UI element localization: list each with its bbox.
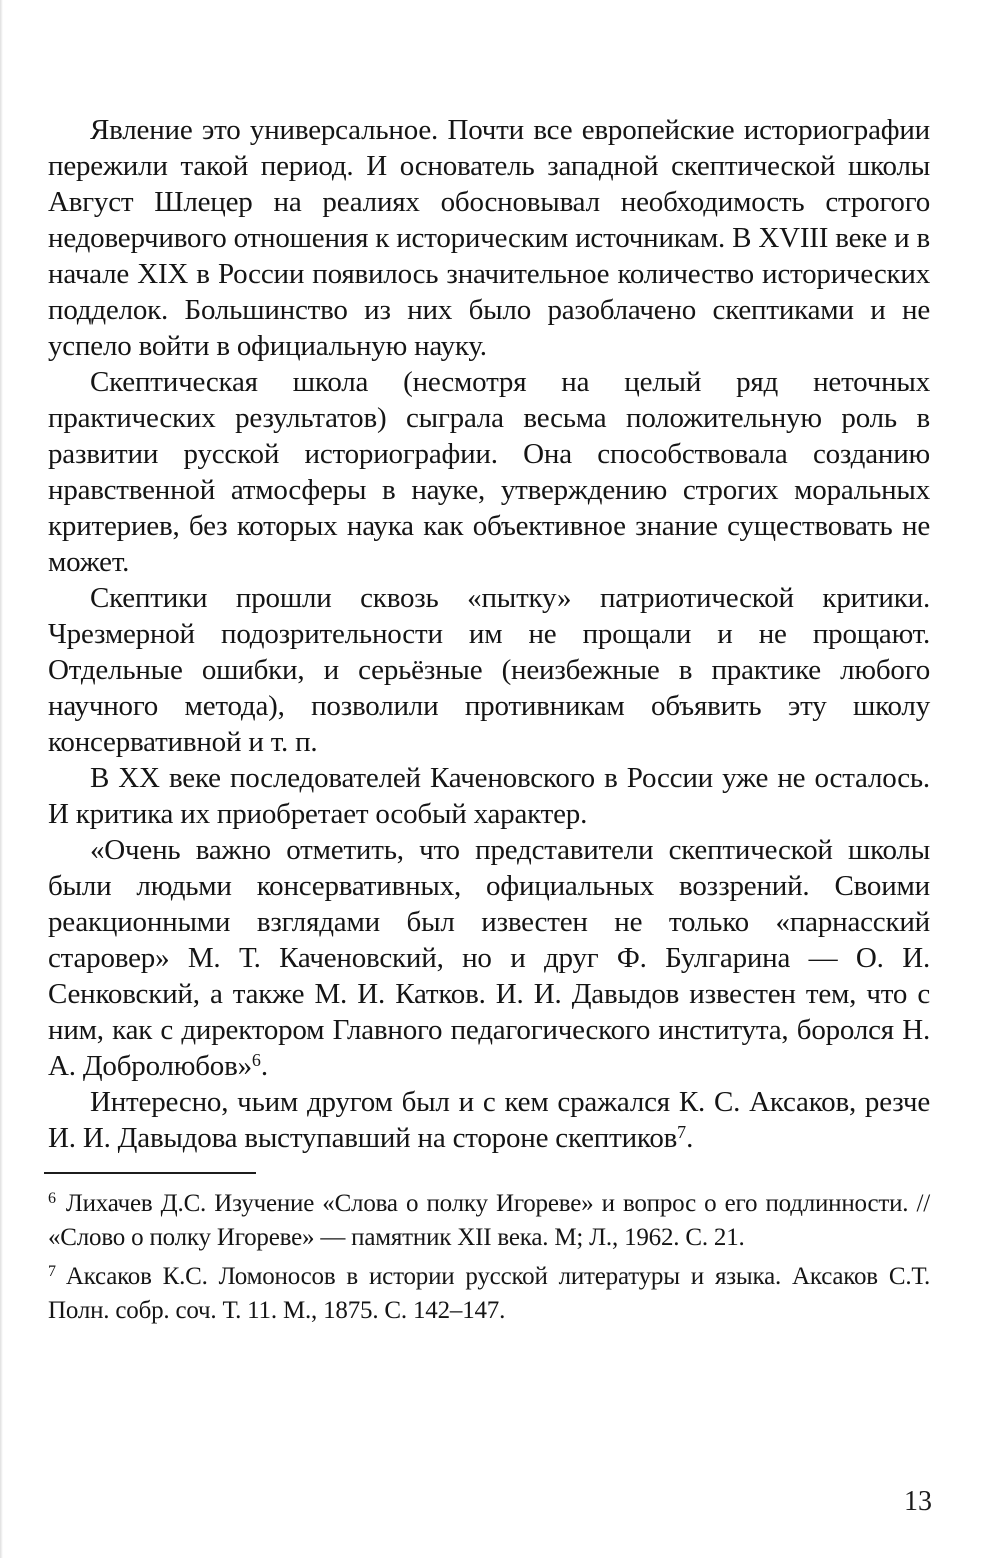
paragraph <box>48 364 930 580</box>
footnote-reference: 7 <box>677 1122 687 1142</box>
paragraph <box>48 760 930 832</box>
footnotes-section <box>48 1182 930 1328</box>
paragraph <box>48 832 930 1084</box>
footnote <box>48 1182 930 1255</box>
paragraph-text: «Очень важно отметить, что представители скептической школы были людьми консервативных, официальных воззрений. Своими реакционными взглядами был известен не только «парнасский старовер» М. Т. Каченовский, но и друг Ф. Булгарина — О. И. Сенковский, а также М. И. Катков. И. И. Давыдов известен тем, что с ним, как с директором Главного педагогического института, боролся Н. А. Добролюбов» <box>48 834 930 1082</box>
paragraph-text: Скептики прошли сквозь «пытку» патриотической критики. Чрезмерной подозрительности им не прощали и не прощают. Отдельные ошибки, и серьёзные (неизбежные в практике любого научного метода), позволили противникам объявить эту школу консервативной и т. п. <box>48 582 930 758</box>
paragraph <box>48 112 930 364</box>
page-text-block <box>48 112 930 1328</box>
paragraph-suffix: . <box>260 1050 268 1082</box>
scan-edge-artifact <box>0 0 3 1558</box>
footnote-text: Аксаков К.С. Ломоносов в истории русской литературы и языка. Аксаков С.Т. Полн. собр. соч. Т. 11. М., 1875. С. 142–147. <box>48 1263 930 1324</box>
page-number: 13 <box>904 1486 932 1517</box>
footnote <box>48 1255 930 1328</box>
footnote-separator <box>44 1172 256 1174</box>
paragraph <box>48 1084 930 1156</box>
paragraph-text: Интересно, чьим другом был и с кем сражался К. С. Аксаков, резче И. И. Давыдова выступавший на стороне скептиков <box>48 1086 930 1154</box>
footnote-marker: 6 <box>48 1190 56 1207</box>
footnote-marker: 7 <box>48 1263 56 1280</box>
paragraph-text: В XX веке последователей Каченовского в России уже не осталось. И критика их приобретает особый характер. <box>48 762 930 830</box>
paragraph-suffix: . <box>686 1122 694 1154</box>
paragraph <box>48 580 930 760</box>
footnote-text: Лихачев Д.С. Изучение «Слова о полку Игореве» и вопрос о его подлинности. // «Слово о полку Игореве» — памятник XII века. М; Л., 1962. С. 21. <box>48 1190 930 1251</box>
paragraph-text: Скептическая школа (несмотря на целый ряд неточных практических результатов) сыграла весьма положительную роль в развитии русской историографии. Она способствовала созданию нравственной атмосферы в науке, утверждению строгих моральных критериев, без которых наука как объективное знание существовать не может. <box>48 366 930 578</box>
paragraph-text: Явление это универсальное. Почти все европейские историографии пережили такой период. И основатель западной скептической школы Август Шлецер на реалиях обосновывал необходимость строгого недоверчивого отношения к историческим источникам. В XVIII веке и в начале XIX в России появилось значительное количество исторических подделок. Большинство из них было разоблачено скептиками и не успело войти в официальную науку. <box>48 114 930 362</box>
footnote-reference: 6 <box>251 1050 261 1070</box>
body-text <box>48 112 930 1156</box>
